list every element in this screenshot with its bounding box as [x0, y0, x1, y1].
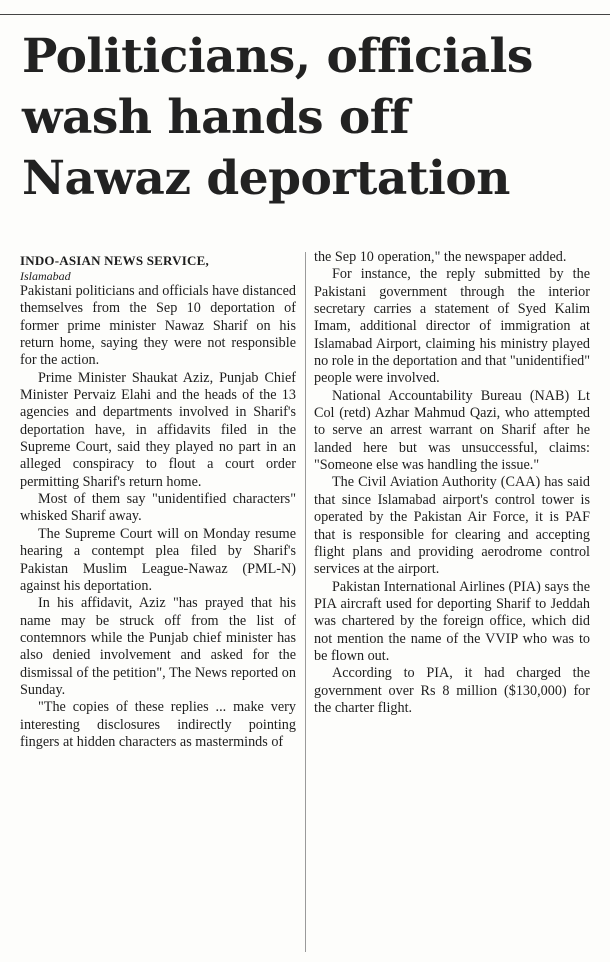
article-column-left [20, 252, 296, 751]
paragraph: "The copies of these replies ... make very interesting disclosures indirectly pointing fingers at hidden characters as masterminds of [20, 699, 296, 750]
paragraph: Prime Minister Shaukat Aziz, Punjab Chief Minister Pervaiz Elahi and the heads of the 13 agencies and departments involved in Sharif's deportation have, in affidavits filed in the Supreme Court, said they played no part in an alleged conspiracy to flout a court order permitting Sharif's return home. [20, 369, 296, 490]
paragraph: According to PIA, it had charged the government over Rs 8 million ($130,000) for the charter flight. [314, 665, 590, 716]
page-top-rule [0, 0, 610, 15]
paragraph: the Sep 10 operation," the newspaper added. [314, 249, 567, 265]
column-divider [305, 252, 306, 952]
headline-line: Politicians, officials [22, 29, 533, 84]
paragraph: Pakistani politicians and officials have distanced themselves from the Sep 10 deportation of former prime minister Nawaz Sharif on his return home, saying they were not responsible for the action. [20, 283, 296, 369]
headline-line: Nawaz deportation [22, 151, 510, 206]
paragraph: For instance, the reply submitted by the Pakistani government through the interior secretary carries a statement of Syed Kalim Imam, additional director of immigration at Islamabad Airport, claiming his ministry played no role in the deportation and that "unidentified" people were involved. [314, 266, 590, 387]
paragraph: In his affidavit, Aziz "has prayed that his name may be struck off from the list of contemnors while the Punjab chief minister has also denied involvement and asked for the dismissal of the petition", The News reported on Sunday. [20, 595, 296, 698]
paragraph: Most of them say "unidentified characters" whisked Sharif away. [20, 491, 296, 525]
headline [22, 26, 592, 209]
paragraph: The Supreme Court will on Monday resume hearing a contempt plea filed by Sharif's Pakistan Muslim League-Nawaz (PML-N) against his deportation. [20, 525, 296, 594]
paragraph: Pakistan International Airlines (PIA) says the PIA aircraft used for deporting Sharif to Jeddah was chartered by the foreign office, which did not mention the name of the VVIP who was to be flown out. [314, 578, 590, 664]
byline: INDO-ASIAN NEWS SERVICE, [20, 253, 209, 268]
dateline: Islamabad [20, 269, 71, 283]
article-column-right [314, 249, 590, 717]
headline-line: wash hands off [22, 90, 410, 145]
paragraph: The Civil Aviation Authority (CAA) has said that since Islamabad airport's control tower is operated by the Pakistan Air Force, it is PAF that is responsible for clearing and accepting flight plans and providing aerodrome control services at the airport. [314, 474, 590, 578]
paragraph: National Accountability Bureau (NAB) Lt Col (retd) Azhar Mahmud Qazi, who attempted to serve an arrest warrant on Sharif after he landed here but was unsuccessful, claims: "Someone else was handling the issue." [314, 387, 590, 474]
